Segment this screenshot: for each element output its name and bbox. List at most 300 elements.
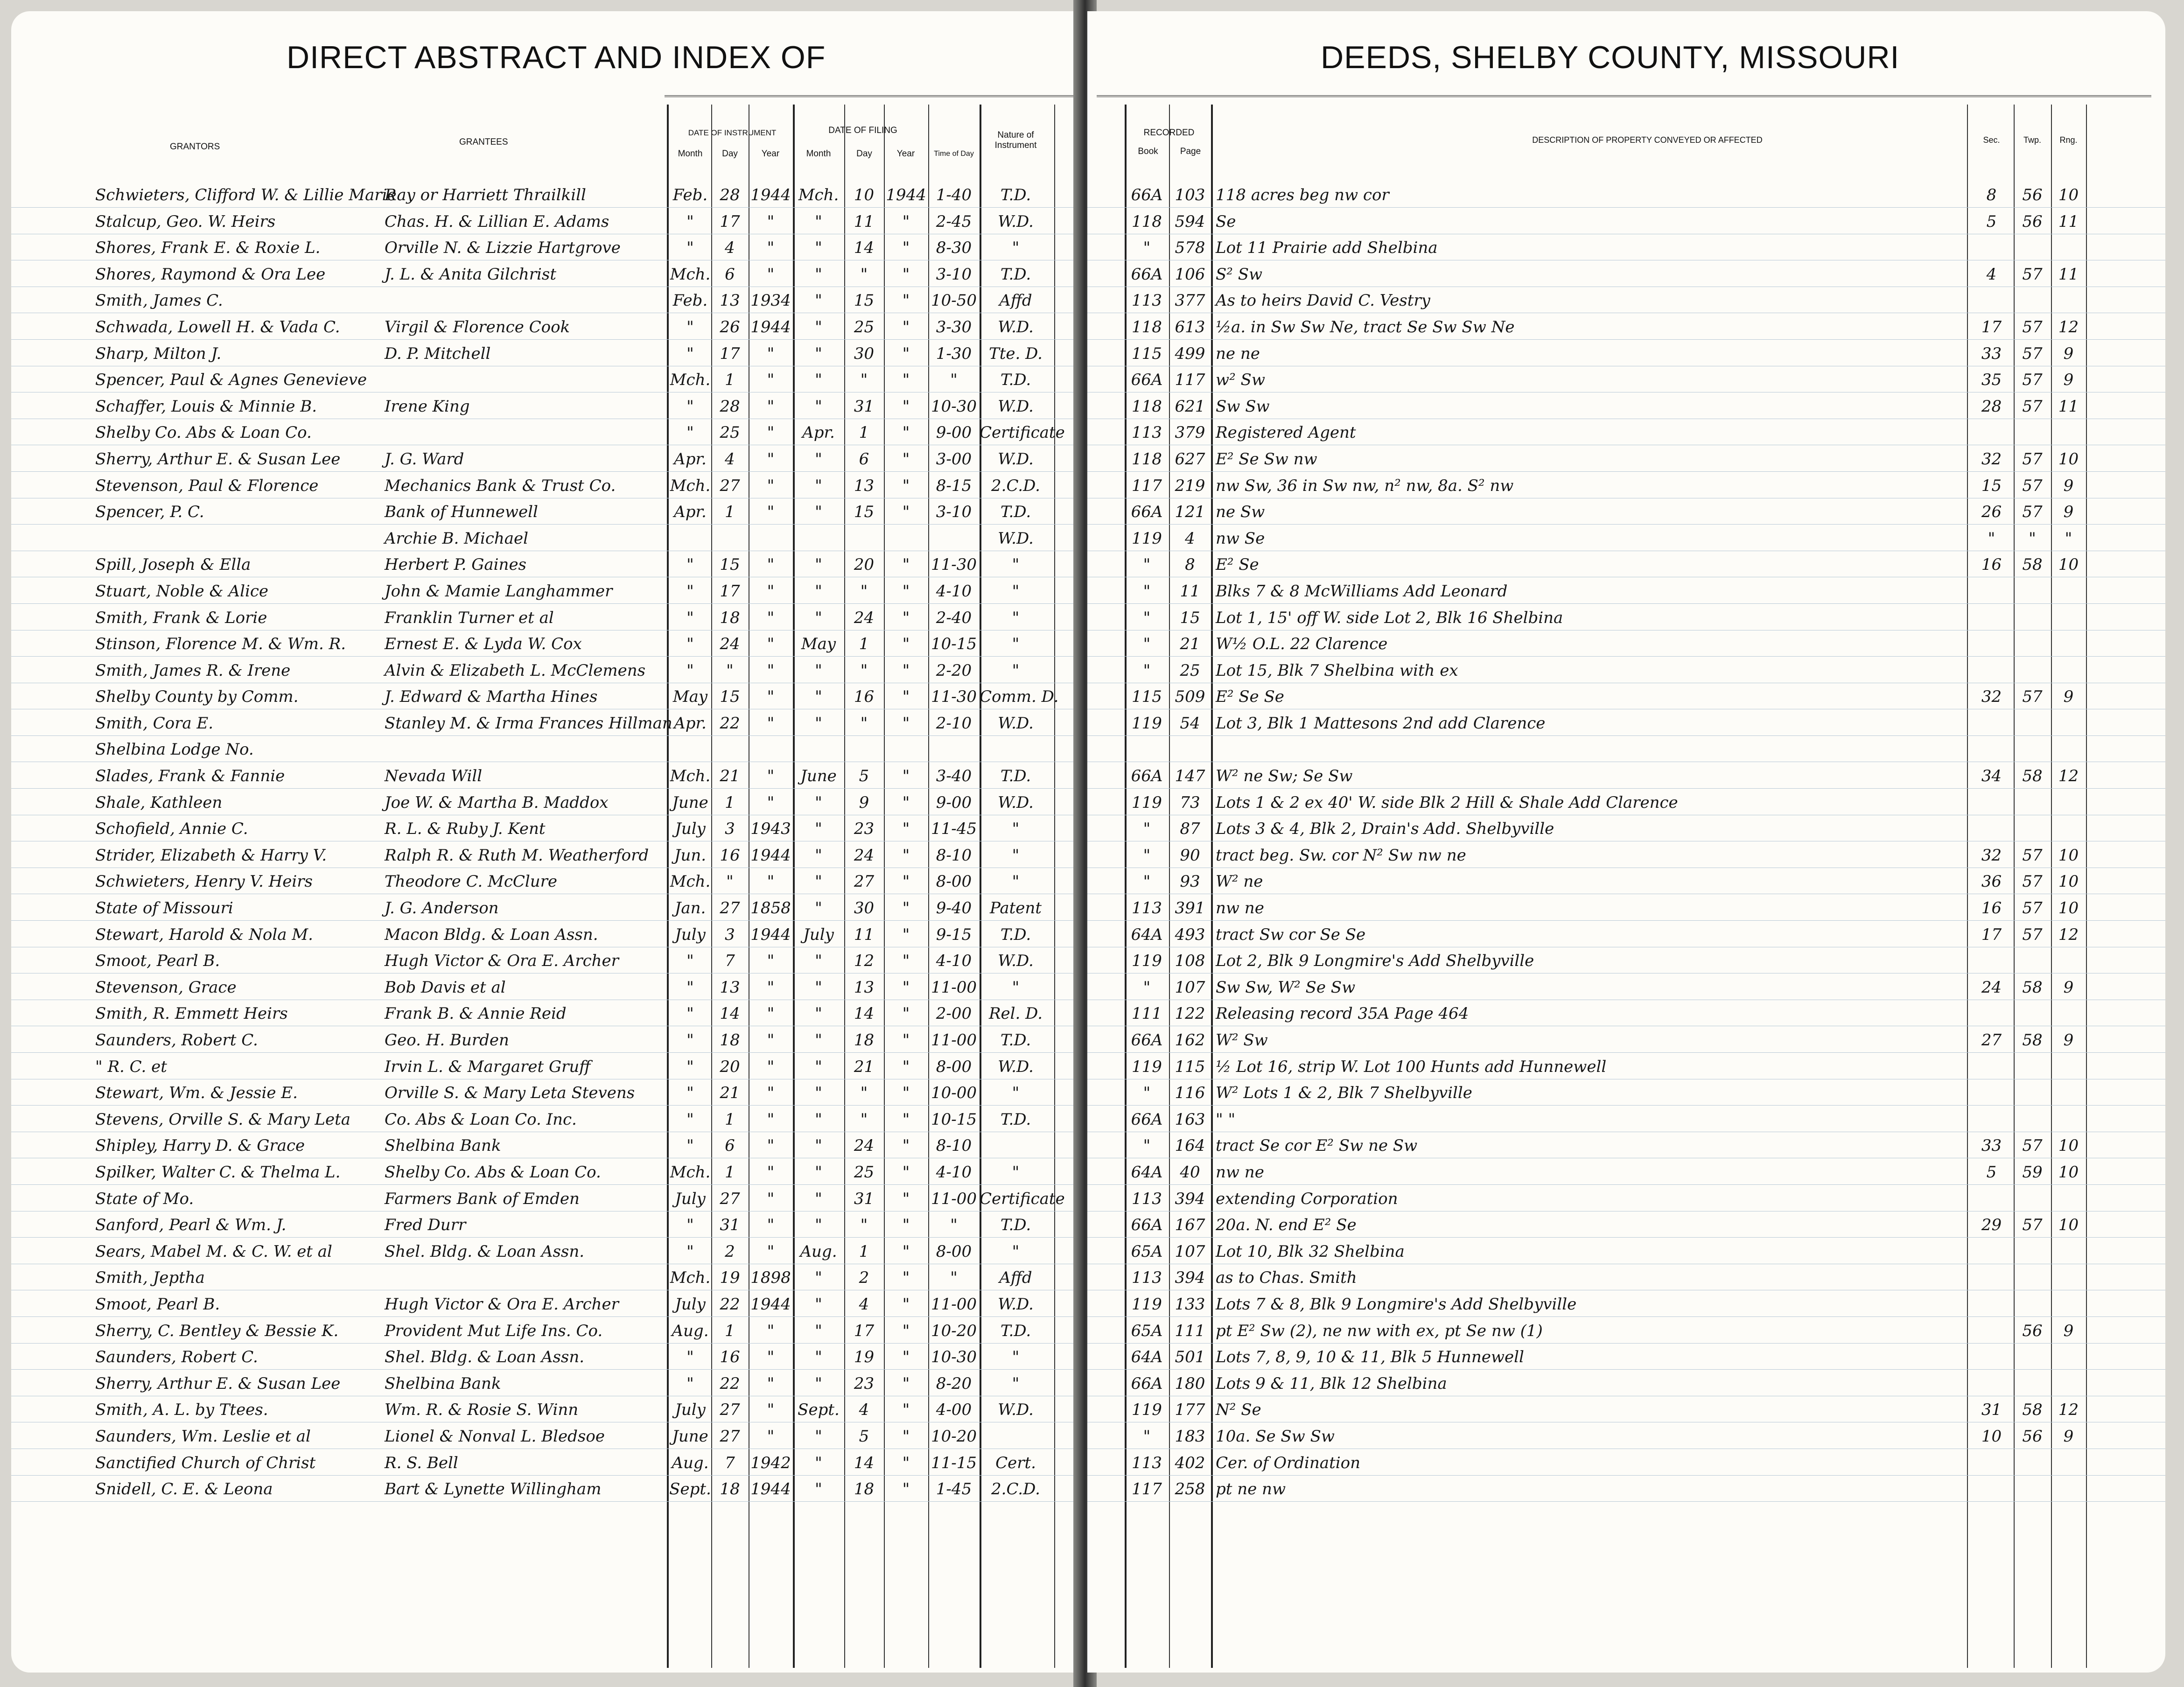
rng-cell: 10	[2058, 846, 2079, 865]
page-cell: 121	[1175, 503, 1205, 522]
grantee-cell: Co. Abs & Loan Co. Inc.	[385, 1110, 577, 1129]
instrument-year-cell: "	[767, 371, 775, 390]
nature-cell: "	[1012, 1242, 1020, 1261]
sec-cell: 8	[1986, 186, 1997, 204]
filing-year-cell: "	[902, 397, 910, 416]
filing-day-cell: "	[860, 1216, 868, 1235]
table-row	[11, 234, 1080, 261]
description-cell: W½ O.L. 22 Clarence	[1216, 635, 1388, 654]
instrument-day-cell: 22	[720, 1295, 740, 1314]
instrument-year-cell: "	[767, 1189, 775, 1208]
filing-year-cell: "	[902, 1295, 910, 1314]
grantee-cell: Franklin Turner et al	[385, 608, 554, 627]
instrument-day-cell: 17	[720, 344, 740, 363]
filing-month-cell: "	[815, 1374, 822, 1393]
time-of-day-cell: 11-00	[931, 978, 977, 997]
instrument-day-cell: 27	[720, 1189, 740, 1208]
book-cell: "	[1143, 581, 1151, 601]
nature-cell: Comm. D.	[980, 687, 1059, 707]
time-of-day-cell: 10-15	[931, 635, 977, 654]
instrument-year-cell: "	[767, 503, 775, 522]
instrument-day-cell: 1	[725, 1162, 735, 1182]
time-of-day-cell: 10-30	[931, 1348, 977, 1367]
page-cell: 258	[1175, 1480, 1205, 1499]
filing-day-cell: "	[860, 581, 868, 601]
time-of-day-cell: 2-10	[936, 714, 972, 733]
rng-cell: 10	[2058, 872, 2079, 891]
description-cell: " "	[1216, 1110, 1236, 1129]
page-cell: 183	[1175, 1427, 1205, 1446]
time-of-day-cell: 3-40	[936, 767, 972, 786]
instrument-month-cell: Aug.	[672, 1453, 709, 1472]
grantee-cell: Hugh Victor & Ora E. Archer	[385, 1295, 619, 1314]
book-cell: "	[1143, 1084, 1151, 1103]
sec-cell: 17	[1981, 317, 2002, 336]
filing-month-cell: July	[803, 925, 834, 944]
instrument-month-cell: "	[686, 1136, 694, 1155]
grantor-cell: " R. C. et	[95, 1057, 167, 1076]
grantor-cell: Stewart, Harold & Nola M.	[95, 925, 313, 944]
time-of-day-cell: "	[950, 1216, 958, 1235]
grantor-cell: State of Missouri	[95, 899, 233, 918]
table-row	[11, 842, 1080, 868]
time-of-day-cell: 11-15	[931, 1453, 977, 1472]
grantor-cell: Spill, Joseph & Ella	[95, 555, 251, 574]
page-cell: 578	[1175, 238, 1205, 258]
filing-month-cell: "	[815, 1084, 822, 1103]
table-row	[1087, 287, 2165, 314]
instrument-day-cell: 1	[725, 1110, 735, 1129]
book-cell: 111	[1132, 1004, 1162, 1023]
instrument-year-cell: "	[767, 476, 775, 495]
grantor-cell: Smoot, Pearl B.	[95, 952, 220, 971]
instrument-month-cell: "	[686, 635, 694, 654]
grantor-cell: Stalcup, Geo. W. Heirs	[95, 212, 276, 231]
book-cell: "	[1143, 555, 1151, 574]
header-date-of-instrument: DATE OF INSTRUMENT	[688, 128, 777, 137]
description-cell: Releasing record 35A Page 464	[1216, 1004, 1469, 1023]
nature-cell: "	[1012, 1162, 1020, 1182]
instrument-day-cell: 20	[720, 1057, 740, 1076]
instrument-day-cell: 24	[720, 635, 740, 654]
nature-cell: "	[1012, 1348, 1020, 1367]
instrument-month-cell: Feb.	[672, 186, 708, 204]
left-rows	[11, 182, 1080, 1502]
filing-year-cell: "	[902, 1162, 910, 1182]
filing-day-cell: 31	[854, 1189, 875, 1208]
instrument-year-cell: "	[767, 793, 775, 812]
description-cell: w² Sw	[1216, 371, 1265, 390]
grantee-cell: Fred Durr	[385, 1216, 466, 1235]
instrument-day-cell: 18	[720, 1031, 740, 1050]
instrument-year-cell: 1944	[750, 1295, 791, 1314]
filing-year-cell: "	[902, 846, 910, 865]
time-of-day-cell: 9-40	[936, 899, 972, 918]
page-cell: 509	[1175, 687, 1205, 707]
rng-cell: 9	[2063, 371, 2074, 390]
sec-cell: 26	[1981, 503, 2002, 522]
rng-cell: 9	[2063, 476, 2074, 495]
description-cell: nw Se	[1216, 529, 1265, 548]
grantor-cell: Smith, Frank & Lorie	[95, 608, 267, 627]
twp-cell: 57	[2022, 317, 2043, 336]
twp-cell: 57	[2022, 397, 2043, 416]
table-row	[1087, 1238, 2165, 1265]
instrument-month-cell: "	[686, 1084, 694, 1103]
twp-cell: 57	[2022, 899, 2043, 918]
table-row	[11, 1317, 1080, 1344]
instrument-day-cell: 13	[720, 291, 740, 310]
instrument-year-cell: 1934	[750, 291, 791, 310]
page-title-left: DIRECT ABSTRACT AND INDEX OF	[287, 40, 826, 75]
sec-cell: 17	[1981, 925, 2002, 944]
page-cell: 394	[1175, 1189, 1205, 1208]
nature-cell: W.D.	[998, 212, 1034, 231]
filing-month-cell: "	[815, 899, 822, 918]
grantee-cell: John & Mamie Langhammer	[385, 581, 613, 601]
description-cell: N² Se	[1216, 1400, 1261, 1420]
page-cell: 117	[1175, 371, 1205, 390]
time-of-day-cell: 11-45	[931, 819, 977, 839]
filing-month-cell: "	[815, 846, 822, 865]
instrument-year-cell: "	[767, 238, 775, 258]
instrument-year-cell: "	[767, 1374, 775, 1393]
time-of-day-cell: 1-40	[936, 186, 972, 204]
table-row	[1087, 1185, 2165, 1212]
grantor-cell: Shipley, Harry D. & Grace	[95, 1136, 305, 1155]
table-row	[11, 1027, 1080, 1053]
grantee-cell: Shelbina Bank	[385, 1136, 501, 1155]
filing-year-cell: "	[902, 1031, 910, 1050]
time-of-day-cell: 10-15	[931, 1110, 977, 1129]
filing-year-cell: "	[902, 265, 910, 284]
nature-cell: T.D.	[1000, 265, 1031, 284]
page-cell: 613	[1175, 317, 1205, 336]
instrument-month-cell: "	[686, 1057, 694, 1076]
rng-cell: 12	[2058, 1400, 2079, 1420]
instrument-month-cell: July	[675, 819, 706, 839]
instrument-month-cell: Mch.	[670, 265, 711, 284]
nature-cell: T.D.	[1000, 1110, 1031, 1129]
instrument-day-cell: 6	[725, 1136, 735, 1155]
grantee-cell: Frank B. & Annie Reid	[385, 1004, 567, 1023]
grantee-cell: Chas. H. & Lillian E. Adams	[385, 212, 609, 231]
grantee-cell: Provident Mut Life Ins. Co.	[385, 1321, 603, 1340]
filing-month-cell: "	[815, 1480, 822, 1499]
instrument-month-cell: June	[672, 1427, 708, 1446]
book-cell: 115	[1132, 687, 1162, 707]
description-cell: Lots 9 & 11, Blk 12 Shelbina	[1216, 1374, 1447, 1393]
table-row	[1087, 1291, 2165, 1317]
page-cell: 167	[1175, 1216, 1205, 1235]
table-row	[1087, 1159, 2165, 1185]
instrument-month-cell: "	[686, 423, 694, 442]
filing-day-cell: 13	[854, 476, 875, 495]
rng-cell: 10	[2058, 1136, 2079, 1155]
instrument-year-cell: 1944	[750, 317, 791, 336]
table-row	[11, 182, 1080, 208]
instrument-year-cell: "	[767, 872, 775, 891]
grantee-cell: Orville N. & Lizzie Hartgrove	[385, 238, 621, 258]
description-cell: 20a. N. end E² Se	[1216, 1216, 1357, 1235]
sec-cell: 24	[1981, 978, 2002, 997]
grantee-cell: Bob Davis et al	[385, 978, 506, 997]
table-row	[1087, 1423, 2165, 1449]
instrument-day-cell: 14	[720, 1004, 740, 1023]
filing-year-cell: "	[902, 793, 910, 812]
nature-cell: "	[1012, 635, 1020, 654]
grantee-cell: Herbert P. Gaines	[385, 555, 527, 574]
grantor-cell: Snidell, C. E. & Leona	[95, 1480, 273, 1499]
filing-day-cell: 14	[854, 1453, 875, 1472]
book-cell: 113	[1132, 1189, 1162, 1208]
time-of-day-cell: 8-15	[936, 476, 972, 495]
instrument-year-cell: 1944	[750, 186, 791, 204]
book-cell: 65A	[1131, 1242, 1163, 1261]
book-cell: 64A	[1131, 925, 1163, 944]
page-cell: 4	[1185, 529, 1195, 548]
grantor-cell: State of Mo.	[95, 1189, 194, 1208]
grantor-cell: Slades, Frank & Fannie	[95, 767, 285, 786]
table-row	[1087, 525, 2165, 552]
rng-cell: 10	[2058, 899, 2079, 918]
sec-cell: 32	[1981, 687, 2002, 707]
filing-month-cell: "	[815, 661, 822, 680]
time-of-day-cell: 4-10	[936, 952, 972, 971]
page-cell: 106	[1175, 265, 1205, 284]
filing-month-cell: "	[815, 1427, 822, 1446]
instrument-month-cell: July	[675, 1400, 706, 1420]
instrument-month-cell: "	[686, 1216, 694, 1235]
table-row	[1087, 1264, 2165, 1291]
instrument-day-cell: 16	[720, 846, 740, 865]
description-cell: Registered Agent	[1216, 423, 1356, 442]
description-cell: Lot 3, Blk 1 Mattesons 2nd add Clarence	[1216, 714, 1546, 733]
grantor-cell: Saunders, Robert C.	[95, 1031, 258, 1050]
book-cell: 118	[1132, 397, 1162, 416]
instrument-day-cell: 1	[725, 503, 735, 522]
time-of-day-cell: 10-50	[931, 291, 977, 310]
page-cell: 163	[1175, 1110, 1205, 1129]
instrument-month-cell: Apr.	[674, 714, 707, 733]
grantee-cell: Shel. Bldg. & Loan Assn.	[385, 1348, 585, 1367]
instrument-day-cell: 13	[720, 978, 740, 997]
grantor-cell: Shale, Kathleen	[95, 793, 223, 812]
page-cell: 621	[1175, 397, 1205, 416]
time-of-day-cell: 11-00	[931, 1031, 977, 1050]
header-rule	[1097, 95, 2151, 97]
filing-day-cell: 23	[854, 1374, 875, 1393]
table-row	[1087, 419, 2165, 446]
filing-day-cell: 11	[854, 925, 875, 944]
filing-month-cell: "	[815, 555, 822, 574]
filing-year-cell: "	[902, 925, 910, 944]
filing-month-cell: "	[815, 819, 822, 839]
twp-cell: 57	[2022, 846, 2043, 865]
grantee-cell: Bart & Lynette Willingham	[385, 1480, 602, 1499]
grantee-cell: Irene King	[385, 397, 470, 416]
twp-cell: "	[2029, 529, 2036, 548]
time-of-day-cell: 3-10	[936, 265, 972, 284]
page-cell: 90	[1180, 846, 1200, 865]
filing-year-cell: "	[902, 1348, 910, 1367]
table-row	[11, 551, 1080, 578]
instrument-year-cell: "	[767, 952, 775, 971]
filing-year-cell: "	[902, 1136, 910, 1155]
instrument-day-cell: 22	[720, 714, 740, 733]
instrument-month-cell: "	[686, 1031, 694, 1050]
page-cell: 180	[1175, 1374, 1205, 1393]
filing-month-cell: "	[815, 952, 822, 971]
grantor-cell: Shores, Frank E. & Roxie L.	[95, 238, 321, 258]
instrument-month-cell: May	[672, 687, 708, 707]
instrument-year-cell: "	[767, 1136, 775, 1155]
book-cell: 113	[1132, 423, 1162, 442]
filing-year-cell: "	[902, 1189, 910, 1208]
instrument-year-cell: "	[767, 714, 775, 733]
filing-year-cell: "	[902, 555, 910, 574]
grantor-cell: Stevenson, Paul & Florence	[95, 476, 319, 495]
grantor-cell: Smith, Jeptha	[95, 1268, 205, 1288]
grantor-cell: Shores, Raymond & Ora Lee	[95, 265, 326, 284]
rng-cell: 12	[2058, 317, 2079, 336]
nature-cell: "	[1012, 846, 1020, 865]
description-cell: Lot 11 Prairie add Shelbina	[1216, 238, 1438, 258]
filing-month-cell: Sept.	[798, 1400, 840, 1420]
twp-cell: 57	[2022, 687, 2043, 707]
filing-month-cell: "	[815, 449, 822, 469]
table-row	[11, 1423, 1080, 1449]
table-row	[1087, 261, 2165, 287]
instrument-day-cell: 7	[725, 1453, 735, 1472]
instrument-day-cell: 16	[720, 1348, 740, 1367]
sec-cell: 10	[1981, 1427, 2002, 1446]
time-of-day-cell: 4-00	[936, 1400, 972, 1420]
instrument-year-cell: 1944	[750, 1480, 791, 1499]
twp-cell: 58	[2022, 978, 2043, 997]
instrument-year-cell: "	[767, 1031, 775, 1050]
twp-cell: 58	[2022, 1400, 2043, 1420]
table-row	[11, 974, 1080, 1001]
table-row	[1087, 974, 2165, 1001]
grantor-cell: Schwada, Lowell H. & Vada C.	[95, 317, 340, 336]
time-of-day-cell: 2-45	[936, 212, 972, 231]
sec-cell: 36	[1981, 872, 2002, 891]
filing-day-cell: "	[860, 265, 868, 284]
instrument-month-cell: Jan.	[674, 899, 706, 918]
filing-month-cell: "	[815, 476, 822, 495]
table-row	[11, 604, 1080, 631]
page-cell: 11	[1180, 581, 1200, 601]
instrument-day-cell: 28	[720, 186, 740, 204]
table-row	[11, 789, 1080, 816]
instrument-day-cell: 27	[720, 1427, 740, 1446]
description-cell: 118 acres beg nw cor	[1216, 186, 1389, 204]
description-cell: ne Sw	[1216, 503, 1265, 522]
time-of-day-cell: 1-30	[936, 344, 972, 363]
table-row	[11, 1053, 1080, 1080]
filing-month-cell: "	[815, 503, 822, 522]
table-row	[1087, 1396, 2165, 1423]
instrument-month-cell: "	[686, 978, 694, 997]
filing-year-cell: "	[902, 317, 910, 336]
nature-cell: W.D.	[998, 714, 1034, 733]
filing-day-cell: 24	[854, 608, 875, 627]
table-row	[11, 525, 1080, 552]
nature-cell: Cert.	[995, 1453, 1036, 1472]
filing-day-cell: 4	[859, 1400, 869, 1420]
filing-day-cell: 18	[854, 1480, 875, 1499]
nature-cell: "	[1012, 872, 1020, 891]
filing-year-cell: "	[902, 714, 910, 733]
time-of-day-cell: 8-30	[936, 238, 972, 258]
page-title-right: DEEDS, SHELBY COUNTY, MISSOURI	[1321, 40, 1900, 75]
filing-month-cell: "	[815, 1453, 822, 1472]
rng-cell: 12	[2058, 925, 2079, 944]
filing-day-cell: "	[860, 661, 868, 680]
grantor-cell: Stevens, Orville S. & Mary Leta	[95, 1110, 351, 1129]
grantee-cell: Ray or Harriett Thrailkill	[385, 186, 586, 204]
twp-cell: 56	[2022, 186, 2043, 204]
description-cell: ne ne	[1216, 344, 1260, 363]
filing-day-cell: 20	[854, 555, 875, 574]
book-cell: 119	[1132, 1400, 1162, 1420]
page-cell: 627	[1175, 449, 1205, 469]
grantor-cell: Sears, Mabel M. & C. W. et al	[95, 1242, 332, 1261]
table-row	[1087, 895, 2165, 921]
page-cell: 8	[1185, 555, 1195, 574]
page-cell: 147	[1175, 767, 1205, 786]
table-row	[11, 895, 1080, 921]
time-of-day-cell: 8-10	[936, 1136, 972, 1155]
page-cell: 219	[1175, 476, 1205, 495]
table-row	[1087, 763, 2165, 789]
instrument-month-cell: Sept.	[669, 1480, 711, 1499]
table-row	[1087, 208, 2165, 235]
twp-cell: 56	[2022, 1321, 2043, 1340]
instrument-month-cell: Feb.	[672, 291, 708, 310]
time-of-day-cell: 8-00	[936, 872, 972, 891]
table-row	[1087, 604, 2165, 631]
table-row	[1087, 868, 2165, 895]
book-cell: 113	[1132, 1268, 1162, 1288]
instrument-month-cell: "	[686, 344, 694, 363]
time-of-day-cell: "	[950, 371, 958, 390]
rng-cell: 9	[2063, 687, 2074, 707]
instrument-day-cell: "	[726, 872, 734, 891]
table-row	[1087, 234, 2165, 261]
book-cell: 66A	[1131, 767, 1163, 786]
sec-cell: 5	[1986, 1162, 1997, 1182]
book-cell: "	[1143, 661, 1151, 680]
description-cell: tract beg. Sw. cor N² Sw nw ne	[1216, 846, 1466, 865]
table-row	[11, 1344, 1080, 1370]
table-row	[11, 1370, 1080, 1397]
filing-month-cell: "	[815, 872, 822, 891]
book-cell: 113	[1132, 899, 1162, 918]
book-cell: "	[1143, 608, 1151, 627]
table-row	[1087, 842, 2165, 868]
instrument-day-cell: 4	[725, 238, 735, 258]
time-of-day-cell: 10-30	[931, 397, 977, 416]
header-grantees: GRANTEES	[459, 137, 508, 147]
page-cell: 164	[1175, 1136, 1205, 1155]
filing-day-cell: 1	[859, 1242, 869, 1261]
filing-month-cell: "	[815, 265, 822, 284]
book-cell: 119	[1132, 714, 1162, 733]
description-cell: E² Se Se	[1216, 687, 1284, 707]
page-cell: 54	[1180, 714, 1200, 733]
